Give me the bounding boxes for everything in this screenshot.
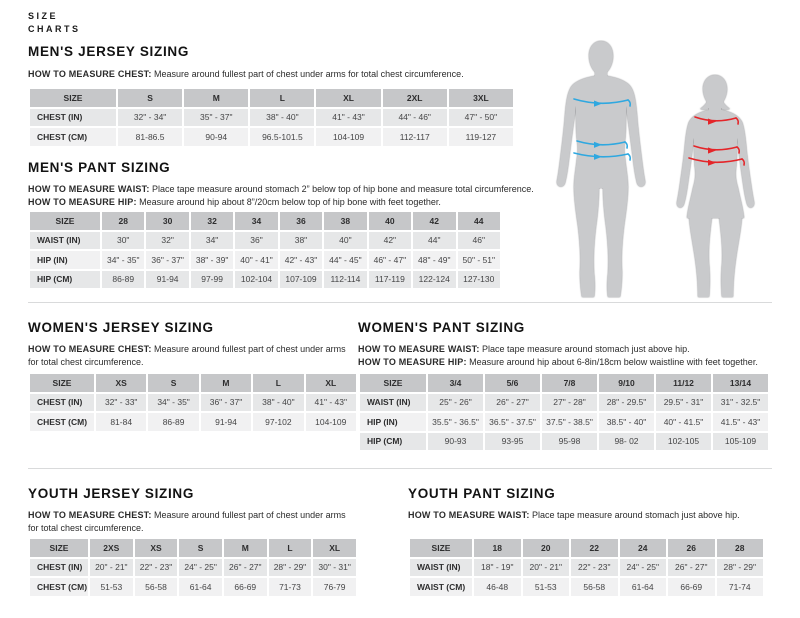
size-value-cell: 47" - 50" <box>449 109 513 127</box>
size-column-label: SIZE <box>30 212 100 230</box>
size-value-cell: 81-86.5 <box>118 128 182 146</box>
size-value-cell: 56-58 <box>571 578 618 596</box>
section-mens-pant <box>28 160 548 284</box>
size-value-cell: 44" - 46" <box>383 109 447 127</box>
row-label: HIP (CM) <box>30 271 100 289</box>
size-option-header: 22 <box>571 539 618 557</box>
howto-waist <box>358 343 770 356</box>
size-value-cell: 46" - 47" <box>369 251 411 269</box>
size-value-cell: 93-95 <box>485 433 540 451</box>
size-value-cell: 112-117 <box>383 128 447 146</box>
size-option-header: 28 <box>717 539 764 557</box>
womens-pant-table-wrap <box>358 372 770 452</box>
size-value-cell: 104-109 <box>316 128 380 146</box>
section-womens-pant <box>358 320 770 446</box>
howto-label: HOW TO MEASURE WAIST: <box>358 344 480 354</box>
size-option-header: XS <box>135 539 178 557</box>
male-figure-icon <box>550 40 652 302</box>
size-value-cell: 81-84 <box>96 413 146 431</box>
female-head <box>700 75 730 112</box>
female-right-leg <box>719 216 742 297</box>
section-title: MEN'S JERSEY SIZING <box>28 44 190 59</box>
section-title: MEN'S PANT SIZING <box>28 160 171 175</box>
size-value-cell: 61-64 <box>620 578 667 596</box>
size-value-cell: 18" - 19" <box>474 559 521 577</box>
size-value-cell: 32" - 33" <box>96 394 146 412</box>
size-option-header: L <box>269 539 312 557</box>
section-divider <box>28 302 772 303</box>
size-column-label: SIZE <box>30 89 116 107</box>
section-title: WOMEN'S JERSEY SIZING <box>28 320 214 335</box>
table-row <box>30 271 500 289</box>
howto-waist <box>408 509 765 522</box>
size-option-header: 9/10 <box>599 374 654 392</box>
youth-pant-table-wrap <box>408 537 765 598</box>
table-header-row <box>30 539 356 557</box>
size-option-header: 7/8 <box>542 374 597 392</box>
size-option-header: 11/12 <box>656 374 711 392</box>
row-label: CHEST (CM) <box>30 128 116 146</box>
size-value-cell: 61-64 <box>179 578 222 596</box>
size-value-cell: 36" <box>235 232 277 250</box>
size-option-header: 34 <box>235 212 277 230</box>
row-label: WAIST (IN) <box>360 394 426 412</box>
size-value-cell: 76-79 <box>313 578 356 596</box>
size-option-header: 44 <box>458 212 501 230</box>
size-value-cell: 34" - 35" <box>102 251 144 269</box>
size-value-cell: 28" - 29" <box>717 559 764 577</box>
row-label: CHEST (CM) <box>30 413 94 431</box>
size-value-cell: 44" <box>413 232 455 250</box>
size-value-cell: 36" - 37" <box>201 394 251 412</box>
mens-pant-table-wrap <box>28 210 502 290</box>
youth-jersey-table-wrap <box>28 537 358 598</box>
table-header-row <box>360 374 768 392</box>
howto-text: Place tape measure around stomach 2” below top of hip bone and measure total circumference. <box>149 184 534 194</box>
size-value-cell: 98- 02 <box>599 433 654 451</box>
female-torso <box>677 110 754 218</box>
size-value-cell: 46-48 <box>474 578 521 596</box>
howto-text: Measure around fullest part of chest under arms for total chest circumference. <box>28 510 346 534</box>
size-value-cell: 38" - 39" <box>191 251 233 269</box>
womens-jersey-size-table <box>28 372 358 433</box>
size-column-label: SIZE <box>360 374 426 392</box>
size-value-cell: 71-73 <box>269 578 312 596</box>
womens-pant-size-table <box>358 372 770 452</box>
male-torso <box>557 76 645 188</box>
size-option-header: M <box>224 539 267 557</box>
howto-text: Measure around hip about 8”/20cm below top of hip bone with feet together. <box>136 197 441 207</box>
size-value-cell: 41" - 43" <box>316 109 380 127</box>
page-title-line1: SIZE <box>28 11 59 21</box>
size-value-cell: 119-127 <box>449 128 513 146</box>
size-value-cell: 66-69 <box>224 578 267 596</box>
size-value-cell: 86-89 <box>148 413 198 431</box>
table-header-row <box>30 374 356 392</box>
size-value-cell: 35" - 37" <box>184 109 248 127</box>
size-option-header: 3XL <box>449 89 513 107</box>
table-header-row <box>410 539 763 557</box>
size-option-header: S <box>118 89 182 107</box>
size-option-header: S <box>179 539 222 557</box>
size-value-cell: 51-53 <box>90 578 133 596</box>
table-row <box>410 559 763 577</box>
size-option-header: L <box>250 89 314 107</box>
size-value-cell: 44" - 45" <box>324 251 366 269</box>
howto-text: Measure around hip about 6-8in/18cm below waistline with feet together. <box>466 357 758 367</box>
size-value-cell: 127-130 <box>458 271 501 289</box>
table-row <box>30 578 356 596</box>
size-value-cell: 90-94 <box>184 128 248 146</box>
size-column-label: SIZE <box>30 539 88 557</box>
size-value-cell: 34" - 35" <box>148 394 198 412</box>
size-value-cell: 96.5-101.5 <box>250 128 314 146</box>
table-row <box>30 251 500 269</box>
size-value-cell: 37.5" - 38.5" <box>542 413 597 431</box>
size-option-header: 40 <box>369 212 411 230</box>
size-option-header: 32 <box>191 212 233 230</box>
howto-label: HOW TO MEASURE CHEST: <box>28 510 152 520</box>
size-column-label: SIZE <box>30 374 94 392</box>
row-label: WAIST (IN) <box>410 559 472 577</box>
size-value-cell: 104-109 <box>306 413 356 431</box>
size-value-cell: 71-74 <box>717 578 764 596</box>
size-value-cell: 97-102 <box>253 413 303 431</box>
howto-text: Measure around fullest part of chest under arms for total chest circumference. <box>151 69 464 79</box>
size-value-cell: 38" <box>280 232 322 250</box>
size-value-cell: 26" - 27" <box>485 394 540 412</box>
size-value-cell: 42" - 43" <box>280 251 322 269</box>
size-value-cell: 25" - 26" <box>428 394 483 412</box>
table-row <box>30 559 356 577</box>
size-option-header: M <box>184 89 248 107</box>
size-option-header: M <box>201 374 251 392</box>
table-row <box>360 394 768 412</box>
howto-label: HOW TO MEASURE HIP: <box>358 357 467 367</box>
size-option-header: 13/14 <box>713 374 768 392</box>
section-youth-pant <box>408 486 765 592</box>
row-label: CHEST (IN) <box>30 109 116 127</box>
row-label: HIP (IN) <box>360 413 426 431</box>
size-value-cell: 38" - 40" <box>250 109 314 127</box>
size-value-cell: 38" - 40" <box>253 394 303 412</box>
size-value-cell: 38.5" - 40" <box>599 413 654 431</box>
size-value-cell: 28" - 29" <box>269 559 312 577</box>
table-row <box>30 394 356 412</box>
male-left-leg <box>574 186 599 297</box>
size-value-cell: 26" - 27" <box>668 559 715 577</box>
howto-label: HOW TO MEASURE WAIST: <box>408 510 530 520</box>
size-value-cell: 91-94 <box>201 413 251 431</box>
table-header-row <box>30 89 513 107</box>
howto-text: Place tape measure around stomach just above hip. <box>479 344 690 354</box>
size-value-cell: 20" - 21" <box>523 559 570 577</box>
size-value-cell: 42" <box>369 232 411 250</box>
section-womens-jersey <box>28 320 358 427</box>
male-right-leg <box>603 186 628 297</box>
size-value-cell: 32" <box>146 232 188 250</box>
table-row <box>30 232 500 250</box>
size-option-header: 2XS <box>90 539 133 557</box>
size-value-cell: 102-105 <box>656 433 711 451</box>
section-youth-jersey <box>28 486 358 592</box>
size-option-header: XS <box>96 374 146 392</box>
row-label: WAIST (IN) <box>30 232 100 250</box>
size-option-header: 2XL <box>383 89 447 107</box>
size-value-cell: 56-58 <box>135 578 178 596</box>
size-value-cell: 24" - 25" <box>179 559 222 577</box>
howto-waist <box>28 183 548 196</box>
size-value-cell: 27" - 28" <box>542 394 597 412</box>
howto-chest <box>28 68 528 81</box>
table-row <box>360 413 768 431</box>
table-row <box>30 128 513 146</box>
size-value-cell: 95-98 <box>542 433 597 451</box>
size-value-cell: 102-104 <box>235 271 277 289</box>
howto-label: HOW TO MEASURE CHEST: <box>28 344 152 354</box>
size-value-cell: 117-119 <box>369 271 411 289</box>
size-value-cell: 41" - 43" <box>306 394 356 412</box>
female-figure-icon <box>668 74 763 302</box>
size-option-header: 36 <box>280 212 322 230</box>
howto-hip <box>28 196 548 209</box>
size-value-cell: 51-53 <box>523 578 570 596</box>
size-option-header: 30 <box>146 212 188 230</box>
page-title <box>28 10 81 36</box>
row-label: CHEST (CM) <box>30 578 88 596</box>
size-option-header: XL <box>316 89 380 107</box>
size-option-header: 38 <box>324 212 366 230</box>
youth-jersey-size-table <box>28 537 358 598</box>
size-value-cell: 50" - 51" <box>458 251 501 269</box>
size-option-header: XL <box>313 539 356 557</box>
size-value-cell: 105-109 <box>713 433 768 451</box>
section-title: YOUTH JERSEY SIZING <box>28 486 195 501</box>
size-option-header: S <box>148 374 198 392</box>
size-value-cell: 97-99 <box>191 271 233 289</box>
section-title: YOUTH PANT SIZING <box>408 486 556 501</box>
table-row <box>30 413 356 431</box>
size-value-cell: 86-89 <box>102 271 144 289</box>
measurement-figures <box>540 32 780 302</box>
howto-chest <box>28 343 358 369</box>
size-option-header: 5/6 <box>485 374 540 392</box>
size-value-cell: 107-109 <box>280 271 322 289</box>
womens-jersey-table-wrap <box>28 372 358 433</box>
howto-label: HOW TO MEASURE CHEST: <box>28 69 152 79</box>
table-row <box>410 578 763 596</box>
section-mens-jersey <box>28 44 528 142</box>
size-option-header: XL <box>306 374 356 392</box>
section-divider <box>28 468 772 469</box>
row-label: WAIST (CM) <box>410 578 472 596</box>
size-value-cell: 48" - 49" <box>413 251 455 269</box>
section-title: WOMEN'S PANT SIZING <box>358 320 526 335</box>
size-value-cell: 20" - 21" <box>90 559 133 577</box>
size-option-header: 20 <box>523 539 570 557</box>
size-value-cell: 112-114 <box>324 271 366 289</box>
size-value-cell: 24" - 25" <box>620 559 667 577</box>
howto-hip <box>358 356 770 369</box>
size-option-header: 24 <box>620 539 667 557</box>
size-value-cell: 91-94 <box>146 271 188 289</box>
row-label: CHEST (IN) <box>30 394 94 412</box>
size-value-cell: 31" - 32.5" <box>713 394 768 412</box>
size-value-cell: 34" <box>191 232 233 250</box>
male-head <box>589 41 613 78</box>
size-value-cell: 46" <box>458 232 501 250</box>
size-option-header: 18 <box>474 539 521 557</box>
row-label: CHEST (IN) <box>30 559 88 577</box>
row-label: HIP (CM) <box>360 433 426 451</box>
howto-label: HOW TO MEASURE HIP: <box>28 197 137 207</box>
size-option-header: 26 <box>668 539 715 557</box>
table-row <box>360 433 768 451</box>
size-value-cell: 122-124 <box>413 271 455 289</box>
female-left-leg <box>689 216 712 297</box>
howto-chest <box>28 509 358 535</box>
youth-pant-size-table <box>408 537 765 598</box>
row-label: HIP (IN) <box>30 251 100 269</box>
howto-text: Place tape measure around stomach just above hip. <box>529 510 740 520</box>
size-value-cell: 36.5" - 37.5" <box>485 413 540 431</box>
size-value-cell: 29.5" - 31" <box>656 394 711 412</box>
size-value-cell: 41.5" - 43" <box>713 413 768 431</box>
size-value-cell: 35.5" - 36.5" <box>428 413 483 431</box>
howto-text: Measure around fullest part of chest under arms for total chest circumference. <box>28 344 346 368</box>
size-value-cell: 26" - 27" <box>224 559 267 577</box>
howto-label: HOW TO MEASURE WAIST: <box>28 184 150 194</box>
size-value-cell: 90-93 <box>428 433 483 451</box>
table-row <box>30 109 513 127</box>
size-value-cell: 66-69 <box>668 578 715 596</box>
size-value-cell: 30" - 31" <box>313 559 356 577</box>
size-value-cell: 22" - 23" <box>571 559 618 577</box>
size-value-cell: 40" <box>324 232 366 250</box>
mens-pant-size-table <box>28 210 502 290</box>
size-value-cell: 40" - 41" <box>235 251 277 269</box>
size-column-label: SIZE <box>410 539 472 557</box>
page-title-line2: CHARTS <box>28 24 81 35</box>
size-value-cell: 28" - 29.5" <box>599 394 654 412</box>
size-value-cell: 30" <box>102 232 144 250</box>
table-header-row <box>30 212 500 230</box>
size-value-cell: 36" - 37" <box>146 251 188 269</box>
mens-jersey-table-wrap <box>28 87 515 148</box>
size-option-header: L <box>253 374 303 392</box>
size-value-cell: 32" - 34" <box>118 109 182 127</box>
size-option-header: 3/4 <box>428 374 483 392</box>
size-value-cell: 22" - 23" <box>135 559 178 577</box>
size-option-header: 28 <box>102 212 144 230</box>
mens-jersey-size-table <box>28 87 515 148</box>
size-option-header: 42 <box>413 212 455 230</box>
size-value-cell: 40" - 41.5" <box>656 413 711 431</box>
